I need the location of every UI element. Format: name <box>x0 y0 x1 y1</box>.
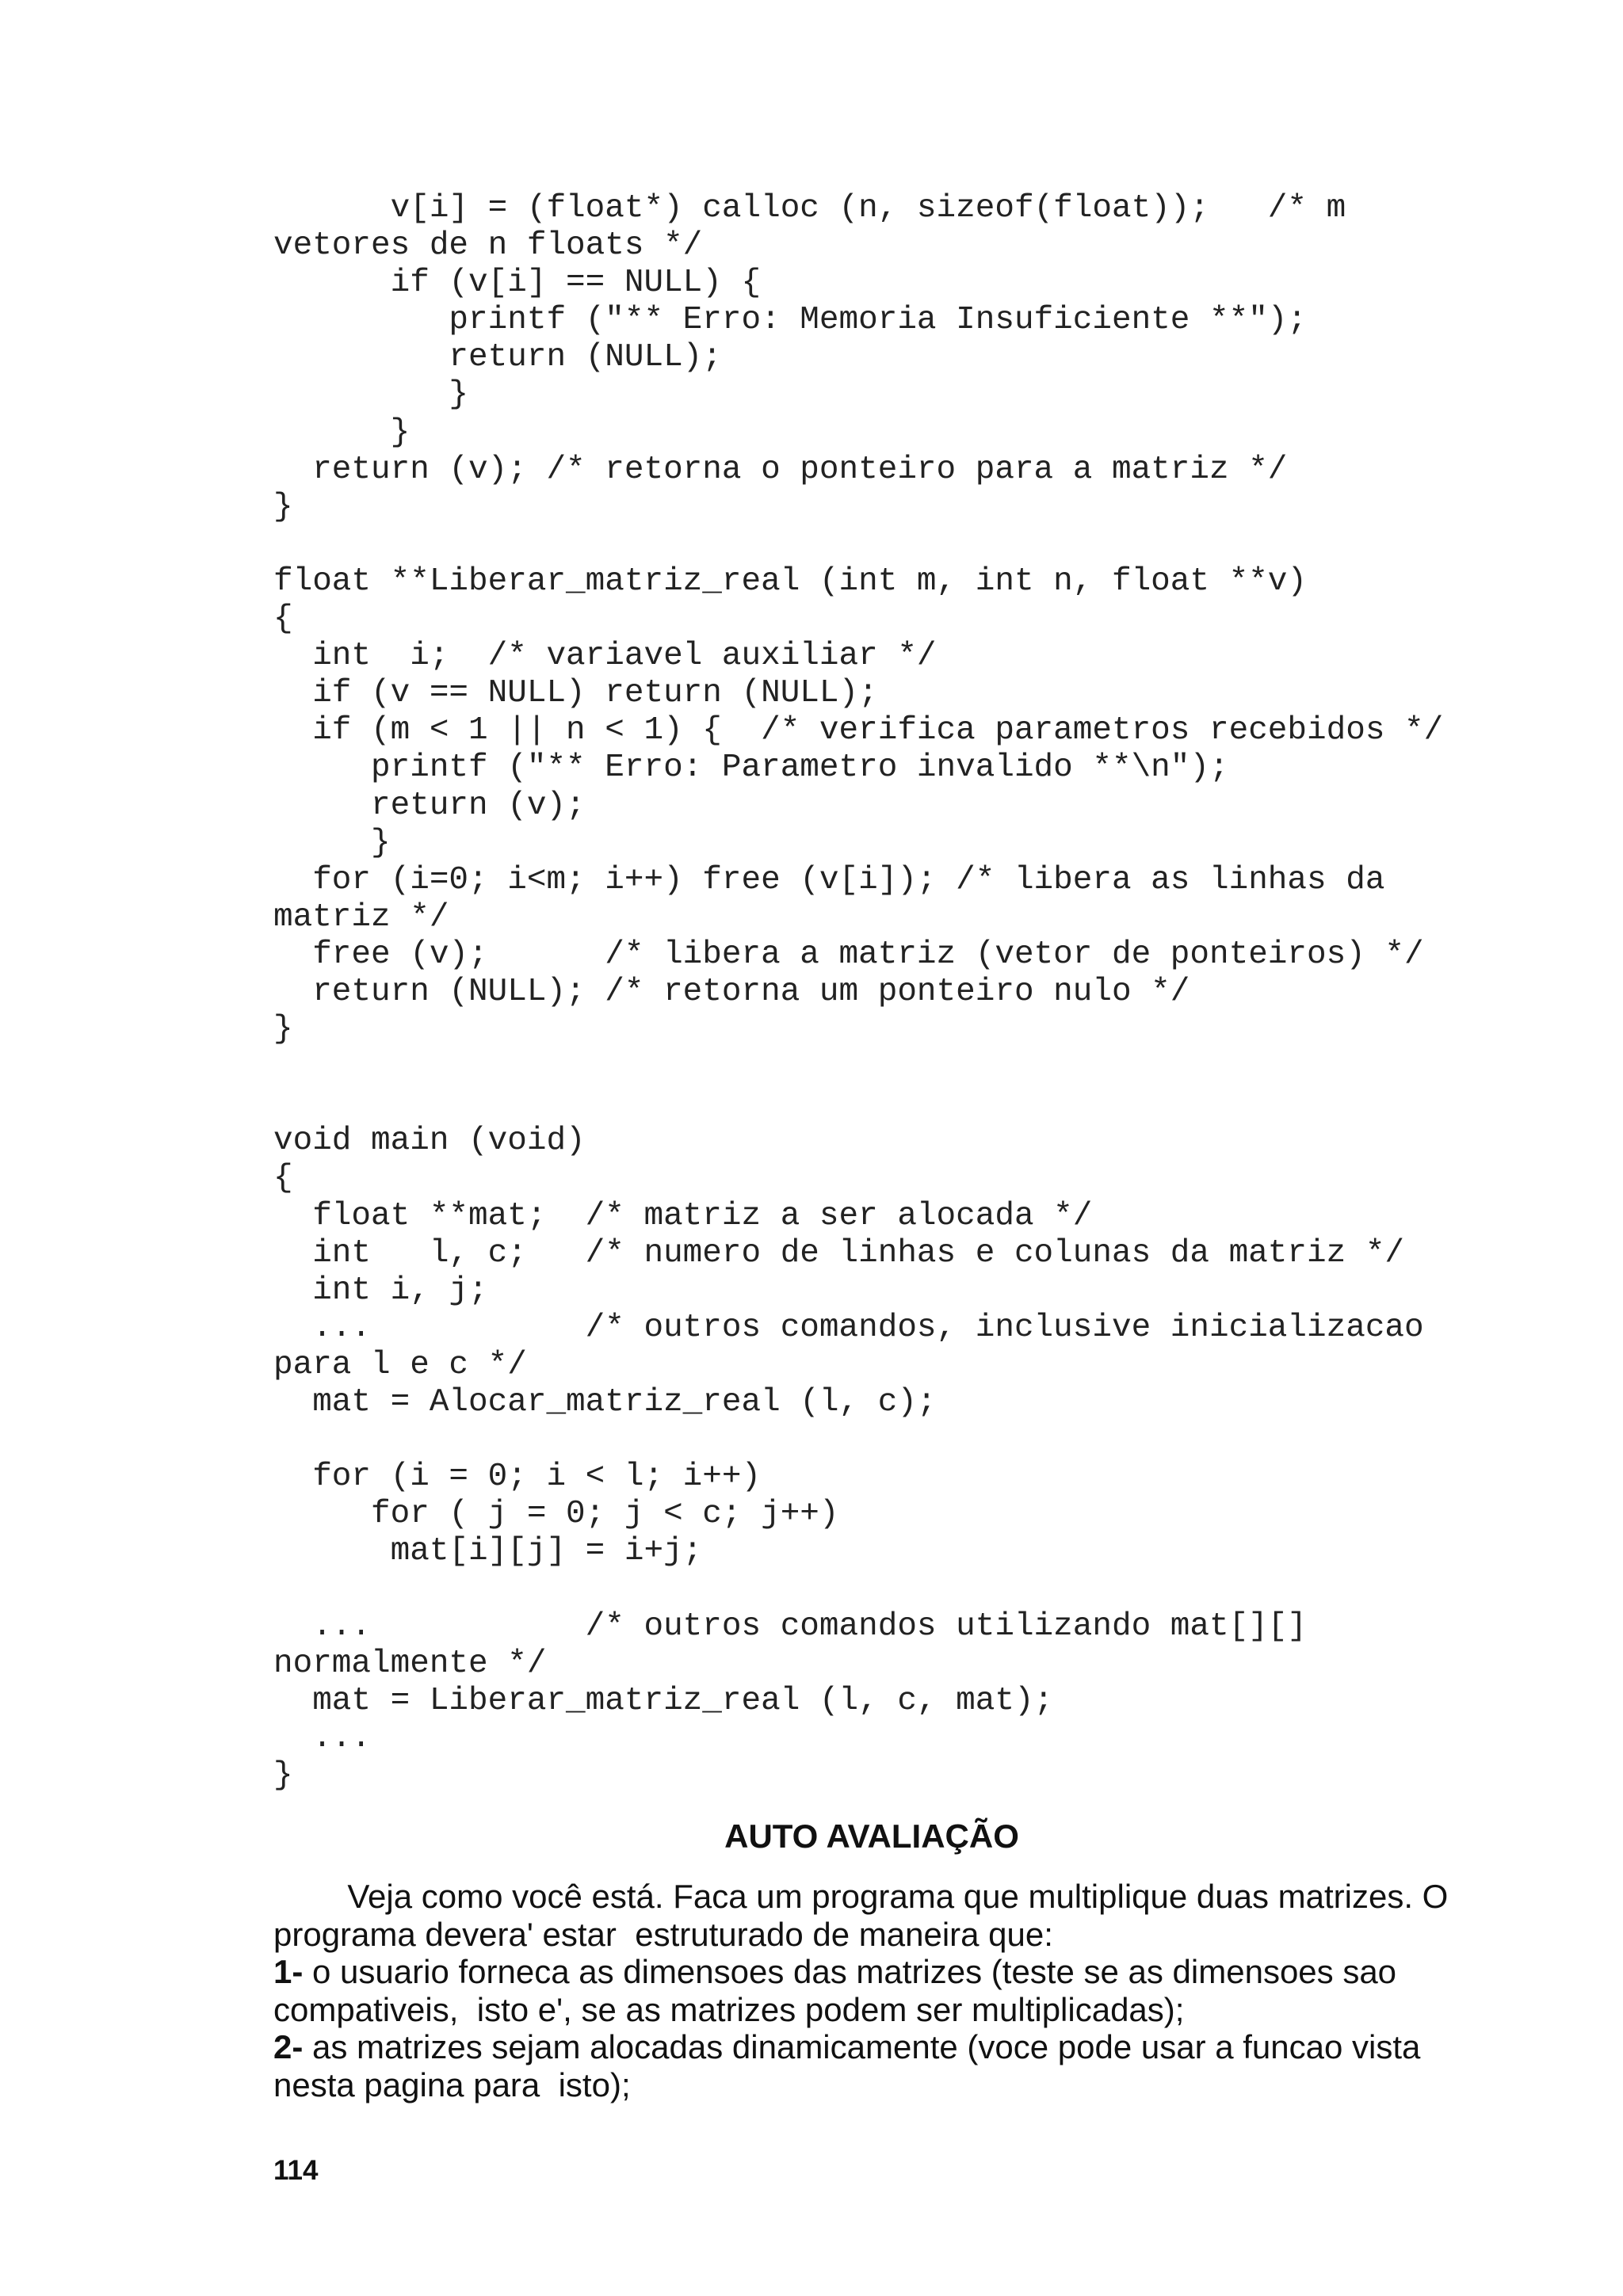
code-line: } <box>273 376 469 414</box>
code-line: if (v[i] == NULL) { <box>273 265 762 302</box>
code-line: if (v == NULL) return (NULL); <box>273 675 878 712</box>
code-line: return (NULL); /* retorna um ponteiro nulo */ <box>273 973 1190 1010</box>
code-line: ... /* outros comandos utilizando mat[][] <box>273 1608 1308 1645</box>
code-line: printf ("** Erro: Memoria Insuficiente **"); <box>273 302 1308 339</box>
code-line: vetores de n floats */ <box>273 227 703 265</box>
code-line: for (i = 0; i < l; i++) <box>273 1459 762 1496</box>
code-line: { <box>273 1160 293 1197</box>
exercise-item-1-text: o usuario forneca as dimensoes das matrizes (teste se as dimensoes sao <box>303 1953 1397 1990</box>
code-line: mat[i][j] = i+j; <box>273 1533 703 1570</box>
code-line: for (i=0; i<m; i++) free (v[i]); /* libera as linhas da <box>273 861 1385 898</box>
exercise-text <box>273 1878 1557 2103</box>
code-line: para l e c */ <box>273 1346 527 1383</box>
code-line: if (m < 1 || n < 1) { /* verifica parametros recebidos */ <box>273 712 1444 749</box>
code-line: int i, j; <box>273 1272 488 1309</box>
code-line <box>273 1421 1557 1459</box>
code-line: int i; /* variavel auxiliar */ <box>273 638 937 675</box>
code-line <box>273 526 1557 563</box>
code-line: return (v); /* retorna o ponteiro para a matriz */ <box>273 451 1288 488</box>
code-line: printf ("** Erro: Parametro invalido **\n"); <box>273 749 1229 787</box>
code-line: ... <box>273 1719 372 1756</box>
exercise-intro-line-2: programa devera' estar estruturado de maneira que: <box>273 1915 1053 1953</box>
exercise-item-1-line-1 <box>273 1953 1557 1991</box>
code-line: ... /* outros comandos, inclusive inicializacao <box>273 1309 1424 1346</box>
exercise-item-1-number: 1- <box>273 1953 304 1990</box>
code-line: float **mat; /* matriz a ser alocada */ <box>273 1197 1093 1234</box>
code-line: } <box>273 824 391 861</box>
code-line: float **Liberar_matriz_real (int m, int n, float **v) <box>273 563 1308 600</box>
exercise-item-2-text: as matrizes sejam alocadas dinamicamente (voce pode usar a funcao vista <box>303 2028 1421 2065</box>
exercise-item-2-line-2: nesta pagina para isto); <box>273 2065 631 2103</box>
code-line: for ( j = 0; j < c; j++) <box>273 1496 839 1533</box>
code-line: } <box>273 1756 293 1794</box>
code-line <box>273 1048 1557 1085</box>
code-line: return (NULL); <box>273 339 722 376</box>
code-line: mat = Liberar_matriz_real (l, c, mat); <box>273 1682 1054 1719</box>
code-line: v[i] = (float*) calloc (n, sizeof(float)); /* m <box>273 190 1346 227</box>
section-heading: AUTO AVALIAÇÃO <box>724 1817 1019 1855</box>
exercise-item-2-number: 2- <box>273 2028 304 2065</box>
code-line: int l, c; /* numero de linhas e colunas da matriz */ <box>273 1234 1405 1272</box>
code-line: matriz */ <box>273 898 449 936</box>
code-line: } <box>273 488 293 525</box>
code-line: } <box>273 414 411 451</box>
exercise-item-1-line-2: compativeis, isto e', se as matrizes podem ser multiplicadas); <box>273 1990 1185 2028</box>
code-line: return (v); <box>273 787 586 824</box>
code-listing <box>273 190 1557 1794</box>
code-line: void main (void) <box>273 1123 586 1160</box>
exercise-item-2-line-1 <box>273 2028 1557 2066</box>
exercise-intro-line-1: Veja como você está. Faca um programa que multiplique duas matrizes. O <box>273 1878 1449 1915</box>
code-line <box>273 1570 1557 1608</box>
code-line: { <box>273 601 293 638</box>
code-line: mat = Alocar_matriz_real (l, c); <box>273 1384 937 1421</box>
code-line: } <box>273 1011 293 1048</box>
code-line: free (v); /* libera a matriz (vetor de ponteiros) */ <box>273 936 1424 973</box>
code-line: normalmente */ <box>273 1645 547 1682</box>
code-line <box>273 1085 1557 1123</box>
page-number: 114 <box>273 2155 319 2186</box>
